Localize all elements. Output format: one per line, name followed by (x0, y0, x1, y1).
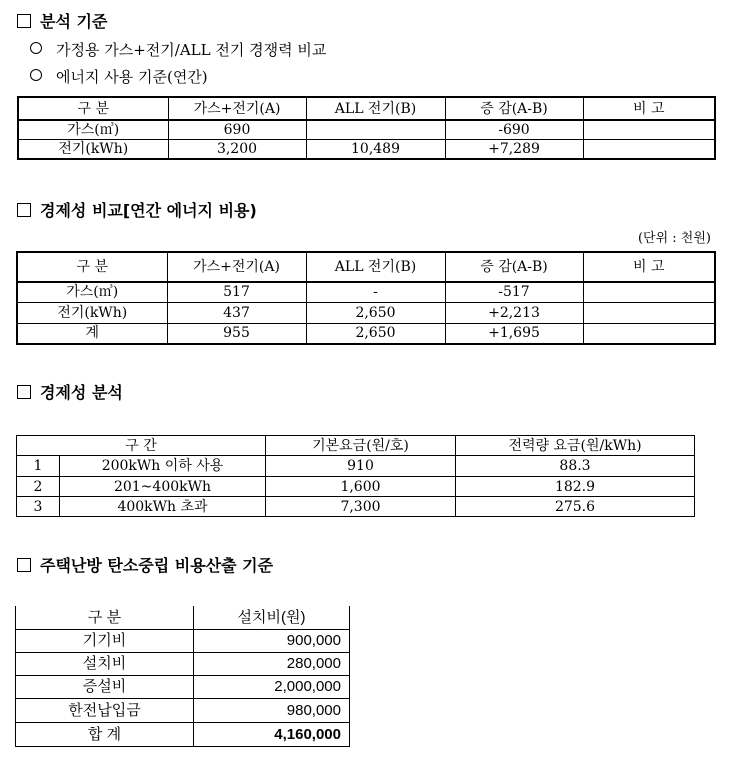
table-row: 2 201~400kWh 1,600 182.9 (17, 477, 695, 497)
table-row: 전기(kWh) 3,200 10,489 +7,289 (18, 139, 715, 159)
table-row: 계 955 2,650 +1,695 (17, 323, 715, 344)
section1-heading: 분석 기준 (17, 9, 107, 32)
table-row: 1 200kWh 이하 사용 910 88.3 (17, 456, 695, 477)
bullet-item: 에너지 사용 기준(연간) (30, 66, 208, 87)
table-row: 설치비 280,000 (16, 652, 350, 675)
table-row: 한전납입금 980,000 (16, 698, 350, 722)
circle-bullet-icon (30, 42, 42, 54)
section4-heading: 주택난방 탄소중립 비용산출 기준 (17, 553, 273, 576)
bullet-item: 가정용 가스+전기/ALL 전기 경쟁력 비교 (30, 39, 326, 60)
energy-usage-table (17, 96, 716, 160)
checkbox-square-icon (17, 385, 31, 399)
section2-heading: 경제성 비교[연간 에너지 비용) (17, 198, 257, 221)
table-row: 전기(kWh) 437 2,650 +2,213 (17, 302, 715, 323)
checkbox-square-icon (17, 558, 31, 572)
table-header-row: 구 분 설치비(원) (16, 606, 350, 629)
table-row: 기기비 900,000 (16, 629, 350, 652)
table-header-row: 구 간 기본요금(원/호) 전력량 요금(원/kWh) (17, 436, 695, 456)
checkbox-square-icon (17, 14, 31, 28)
section3-heading: 경제성 분석 (17, 380, 123, 403)
checkbox-square-icon (17, 203, 31, 217)
table-row: 3 400kWh 초과 7,300 275.6 (17, 497, 695, 517)
table-total-row: 합 계 4,160,000 (16, 722, 350, 746)
circle-bullet-icon (30, 69, 42, 81)
energy-cost-table (16, 251, 716, 345)
table-header-row: 구 분 가스+전기(A) ALL 전기(B) 증 감(A-B) 비 고 (17, 252, 715, 282)
electricity-rate-table (16, 435, 695, 517)
installation-cost-table (15, 606, 350, 747)
table-row: 가스(㎥) 517 - -517 (17, 282, 715, 302)
table-row: 가스(㎥) 690 -690 (18, 120, 715, 139)
unit-label: (단위 : 천원) (637, 231, 711, 246)
table-header-row: 구 분 가스+전기(A) ALL 전기(B) 증 감(A-B) 비 고 (18, 97, 715, 120)
table-row: 증설비 2,000,000 (16, 675, 350, 698)
